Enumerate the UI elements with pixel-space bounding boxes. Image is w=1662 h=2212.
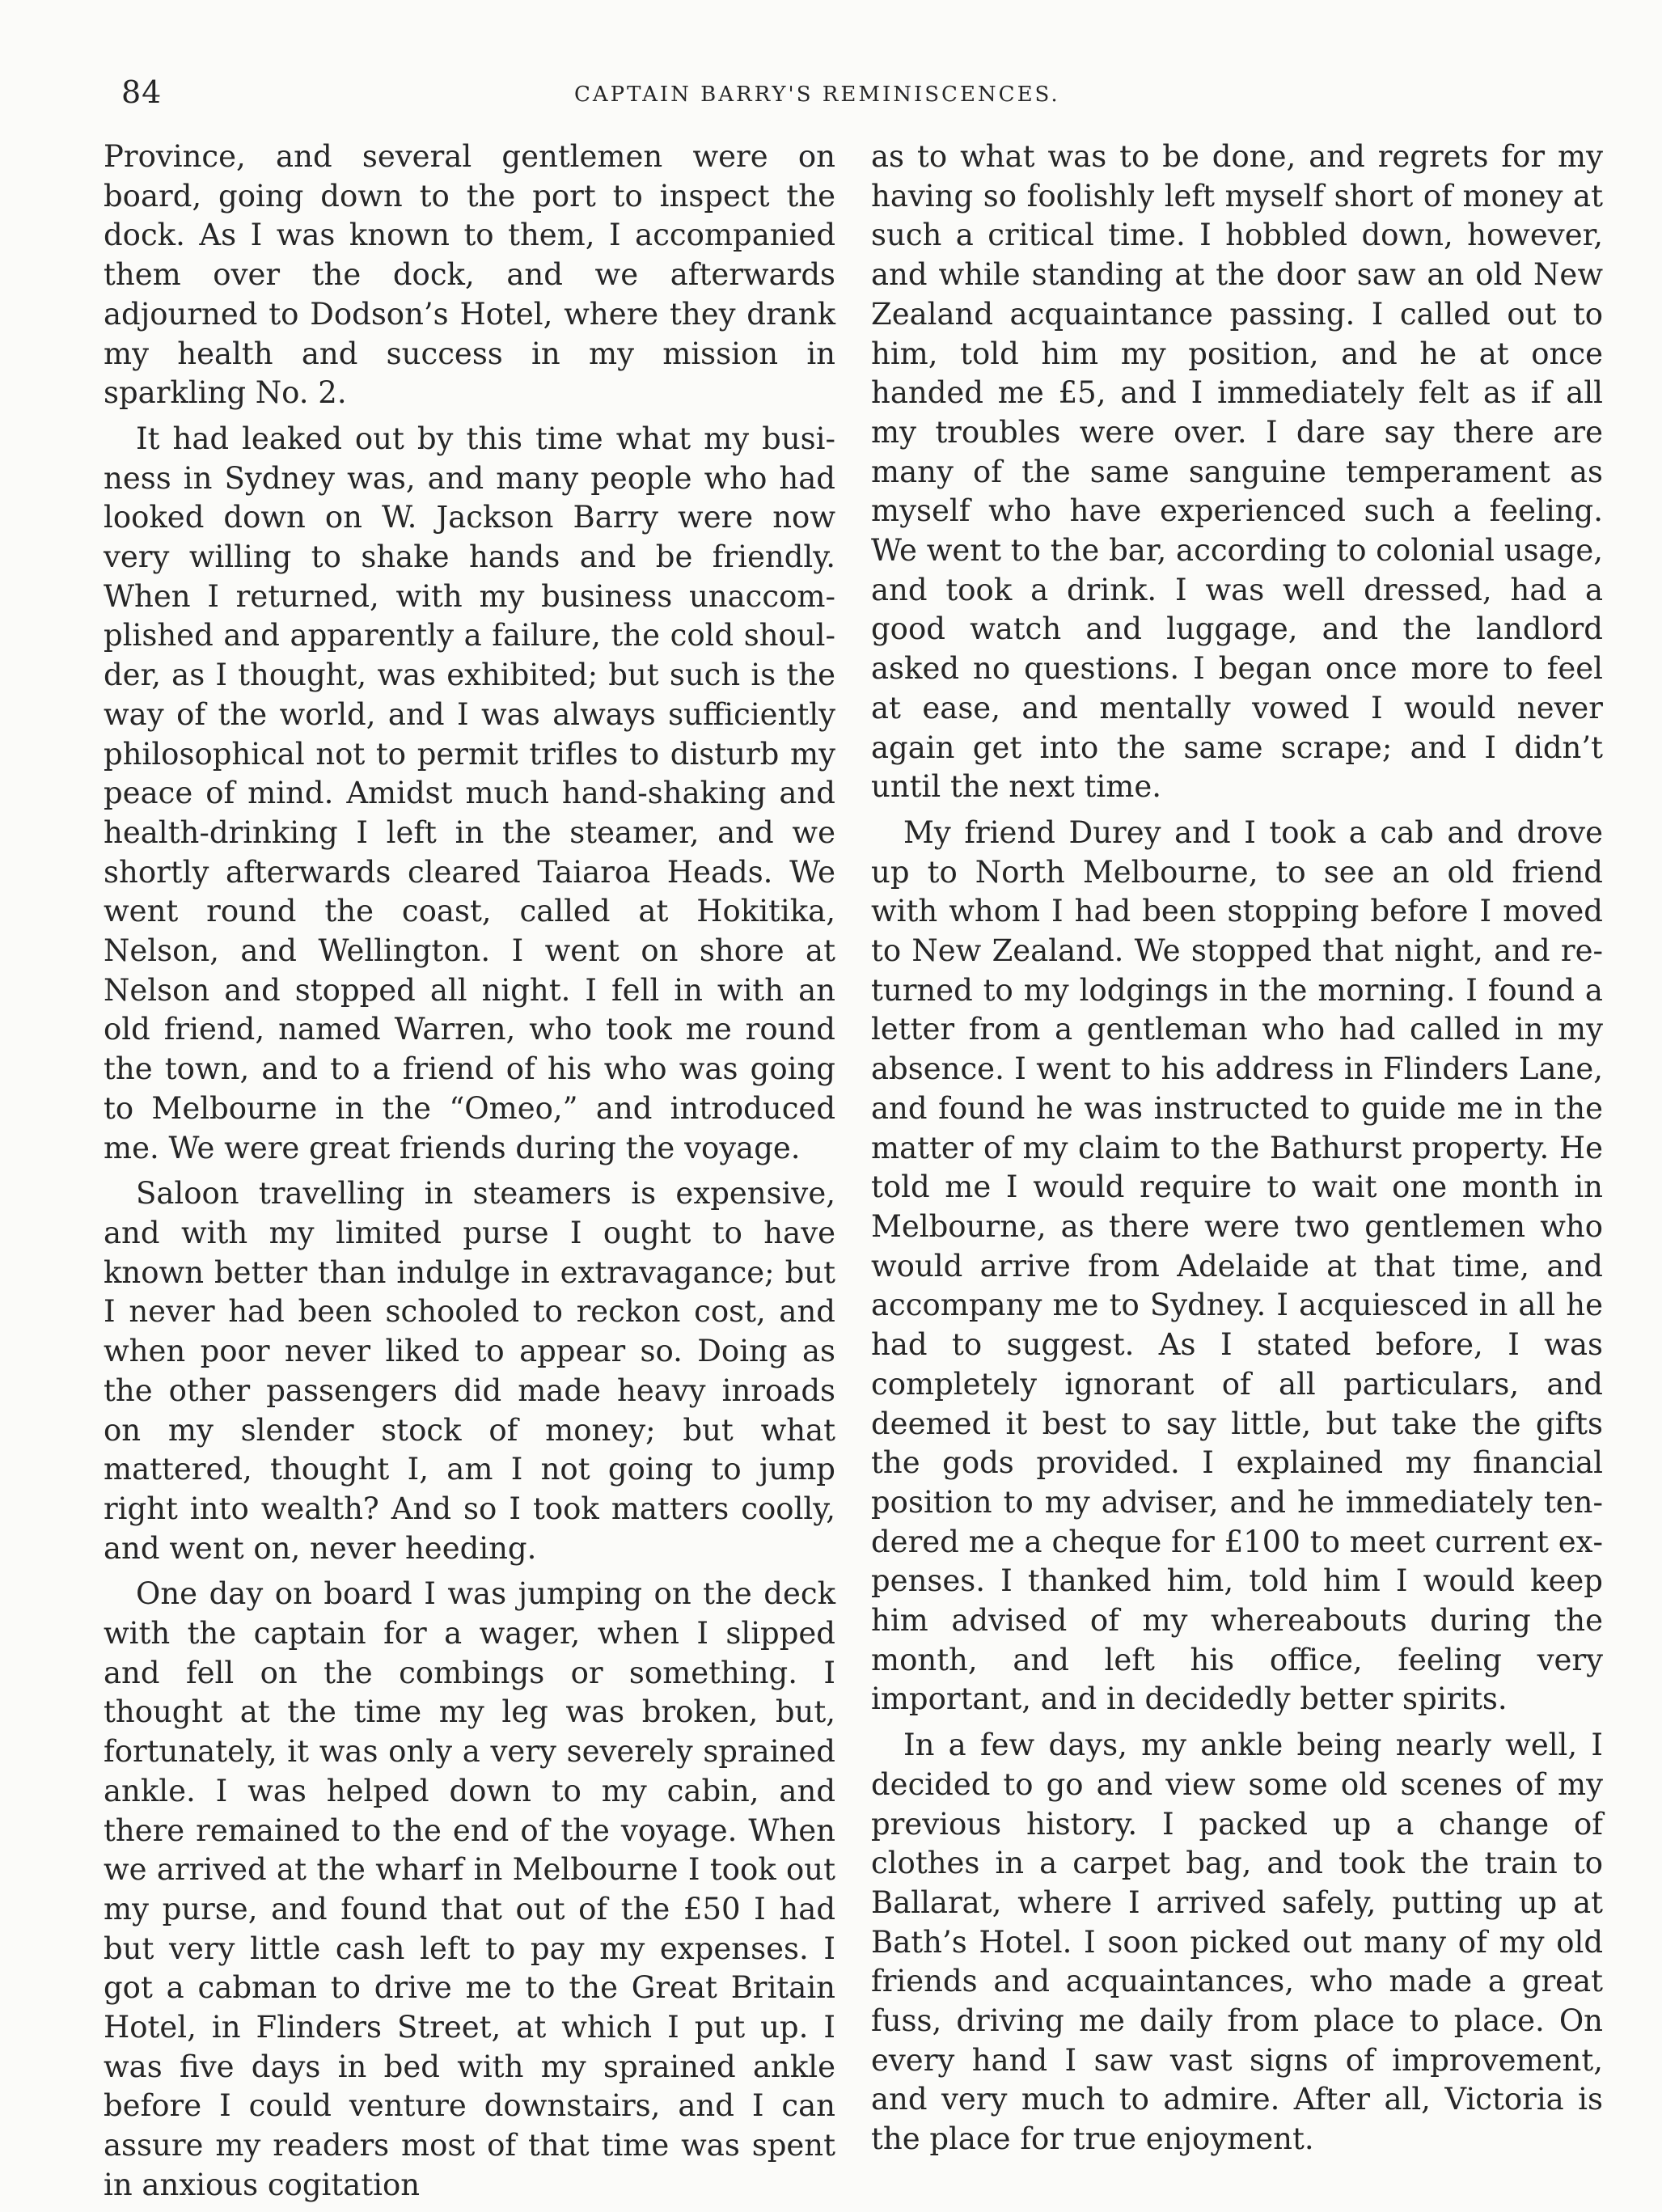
running-title: CAPTAIN BARRY'S REMINISCENCES. xyxy=(574,82,1060,107)
paragraph: One day on board I was jumping on the deck with the captain for a wager, when I slipped and fell on the combings or something. I thought at the time my leg was broken, but, fortunately, it was only a very severely sprained ankle. I was helped down to my cabin, and there remained to the end of the voyage. When we arrived at the wharf in Melbourne I took out my purse, and found that out of the £50 I had but very little cash left to pay my expenses. I got a cabman to drive me to the Great Britain Hotel, in Flinders Street, at which I put up. I was five days in bed with my sprained ankle before I could venture downstairs, and I can assure my readers most of that time was spent in anxious cogitation xyxy=(104,1576,835,2202)
left-column xyxy=(104,137,835,2212)
page-number: 84 xyxy=(121,74,163,110)
page-header xyxy=(121,74,1618,123)
paragraph: as to what was to be done, and regrets for my having so foolishly left myself short of money at such a critical time. I hobbled down, however, and while standing at the door saw an old New Zealand acquaintance passing. I called out to him, told him my position, and he at once handed me £5, and I immediately felt as if all my troubles were over. I dare say there are many of the same sanguine temperament as myself who have experienced such a feeling. We went to the bar, according to colonial usage, and took a drink. I was well dressed, had a good watch and luggage, and the landlord asked no questions. I began once more to feel at ease, and mentally vowed I would never again get into the same scrape; and I didn’t until the next time. xyxy=(871,139,1603,805)
paragraph: In a few days, my ankle being nearly well, I decided to go and view some old scenes of my previous history. I packed up a change of clothes in a carpet bag, and took the train to Ballarat, where I arrived safely, putting up at Bath’s Hotel. I soon picked out many of my old friends and acquaintances, who made a great fuss, driving me daily from place to place. On every hand I saw vast signs of improvement, and very much to admire. After all, Victoria is the place for true enjoyment. xyxy=(871,1728,1603,2157)
paragraph: My friend Durey and I took a cab and drove up to North Melbourne, to see an old friend with whom I had been stopping before I moved to New Zealand. We stopped that night, and returned to my lodgings in the morning. I found a letter from a gentleman who had called in my absence. I went to his address in Flinders Lane, and found he was instructed to guide me in the matter of my claim to the Bathurst property. He told me I would require to wait one month in Melbourne, as there were two gentlemen who would arrive from Adelaide at that time, and accompany me to Sydney. I acquiesced in all he had to suggest. As I stated before, I was completely ignorant of all particulars, and deemed it best to say little, but take the gifts the gods provided. I explained my financial position to my adviser, and he immediately tendered me a cheque for £100 to meet current expenses. I thanked him, told him I would keep him advised of my whereabouts during the month, and left his office, feeling very important, and in decidedly better spirits. xyxy=(871,814,1603,1717)
paragraph: It had leaked out by this time what my business in Sydney was, and many people who had looked down on W. Jackson Barry were now very willing to shake hands and be friendly. When I returned, with my business unaccomplished and apparently a failure, the cold shoulder, as I thought, was exhibited; but such is the way of the world, and I was always sufficiently philosophical not to permit trifles to disturb my peace of mind. Amidst much hand-shaking and health-drinking I left in the steamer, and we shortly afterwards cleared Taiaroa Heads. We went round the coast, called at Hokitika, Nelson, and Wellington. I went on shore at Nelson and stopped all night. I fell in with an old friend, named Warren, who took me round the town, and to a friend of his who was going to Melbourne in the “Omeo,” and introduced me. We were great friends during the voyage. xyxy=(104,421,835,1165)
right-column xyxy=(871,137,1603,2166)
paragraph: Saloon travelling in steamers is expensive, and with my limited purse I ought to have known better than indulge in extravagance; but I never had been schooled to reckon cost, and when poor never liked to appear so. Doing as the other passengers did made heavy inroads on my slender stock of money; but what mattered, thought I, am I not going to jump right into wealth? And so I took matters coolly, and went on, never heeding. xyxy=(104,1176,835,1566)
paragraph: Province, and several gentlemen were on board, going down to the port to inspect the dock. As I was known to them, I accompanied them over the dock, and we afterwards adjourned to Dodson’s Hotel, where they drank my health and success in my mission in sparkling No. 2. xyxy=(104,139,835,411)
